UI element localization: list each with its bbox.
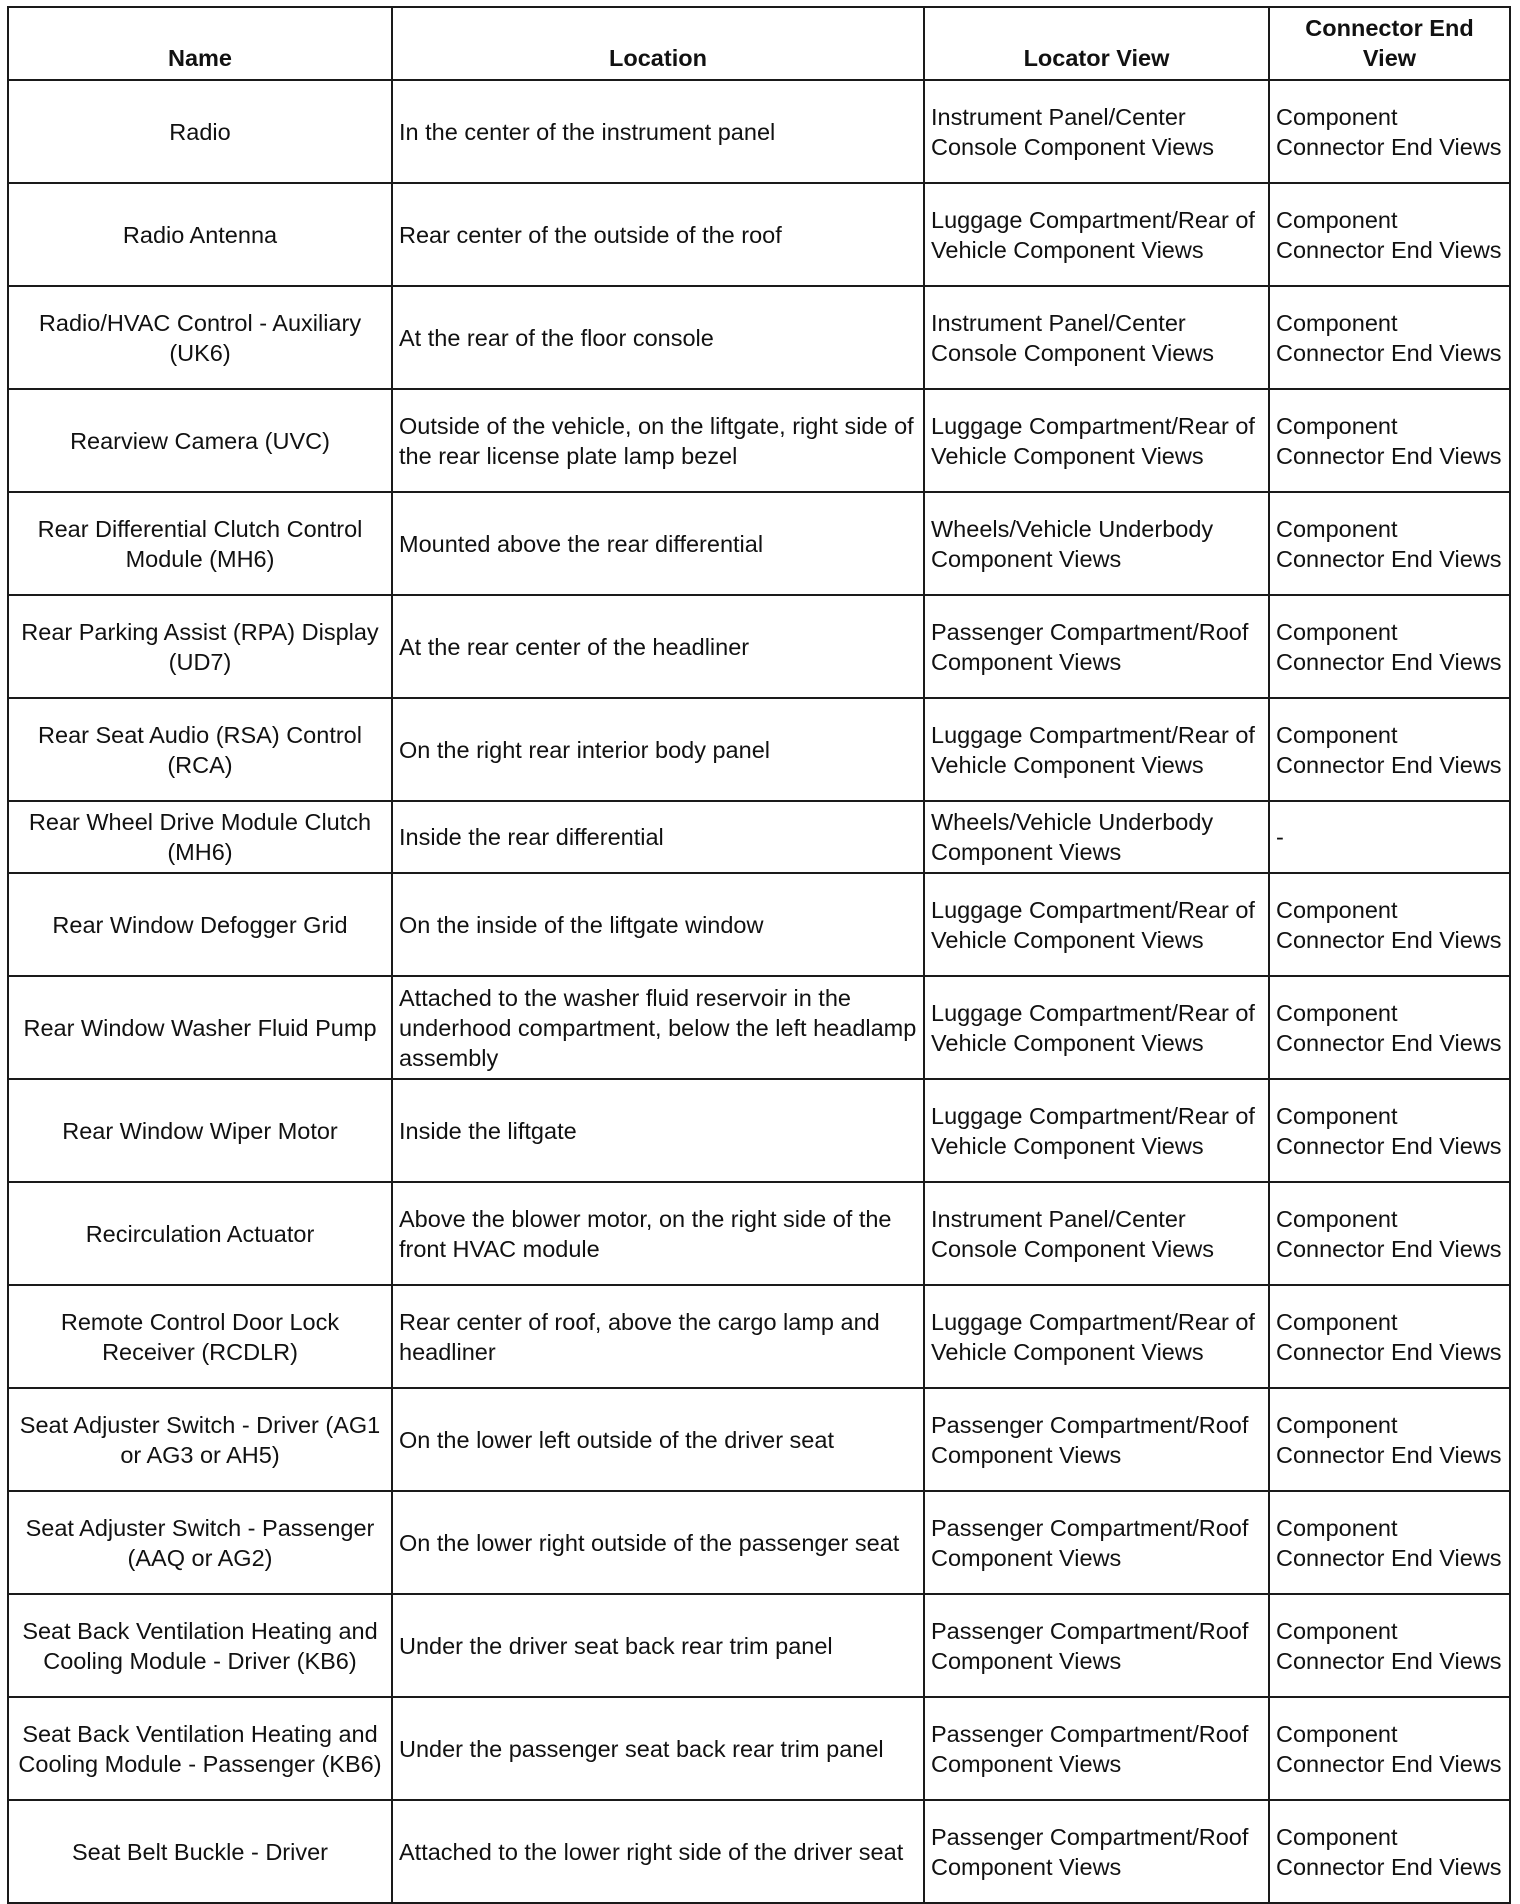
cell-connector-end-view: Component Connector End Views xyxy=(1269,976,1510,1079)
table-row xyxy=(8,1491,1510,1594)
cell-locator-view: Wheels/Vehicle Underbody Component Views xyxy=(924,801,1269,873)
table-row xyxy=(8,595,1510,698)
cell-location: At the rear of the floor console xyxy=(392,286,924,389)
cell-connector-end-view: Component Connector End Views xyxy=(1269,1697,1510,1800)
cell-location: Outside of the vehicle, on the liftgate, right side of the rear license plate lamp bezel xyxy=(392,389,924,492)
cell-name: Radio Antenna xyxy=(8,183,392,286)
cell-locator-view: Instrument Panel/Center Console Component Views xyxy=(924,286,1269,389)
cell-name: Seat Belt Buckle - Driver xyxy=(8,1800,392,1903)
table-row xyxy=(8,976,1510,1079)
table-row xyxy=(8,80,1510,183)
cell-locator-view: Passenger Compartment/Roof Component Views xyxy=(924,1594,1269,1697)
cell-connector-end-view: Component Connector End Views xyxy=(1269,1079,1510,1182)
cell-locator-view: Passenger Compartment/Roof Component Views xyxy=(924,1697,1269,1800)
cell-connector-end-view: Component Connector End Views xyxy=(1269,1388,1510,1491)
cell-location: On the lower right outside of the passenger seat xyxy=(392,1491,924,1594)
cell-name: Radio xyxy=(8,80,392,183)
cell-name: Recirculation Actuator xyxy=(8,1182,392,1285)
cell-location: Inside the liftgate xyxy=(392,1079,924,1182)
cell-location: At the rear center of the headliner xyxy=(392,595,924,698)
cell-locator-view: Instrument Panel/Center Console Component Views xyxy=(924,80,1269,183)
header-connector-end-view: Connector End View xyxy=(1269,7,1510,80)
cell-name: Seat Adjuster Switch - Passenger (AAQ or AG2) xyxy=(8,1491,392,1594)
cell-location: Attached to the lower right side of the driver seat xyxy=(392,1800,924,1903)
table-row xyxy=(8,389,1510,492)
cell-connector-end-view: Component Connector End Views xyxy=(1269,286,1510,389)
cell-locator-view: Luggage Compartment/Rear of Vehicle Component Views xyxy=(924,873,1269,976)
cell-name: Rear Wheel Drive Module Clutch (MH6) xyxy=(8,801,392,873)
cell-name: Remote Control Door Lock Receiver (RCDLR) xyxy=(8,1285,392,1388)
cell-connector-end-view: Component Connector End Views xyxy=(1269,1800,1510,1903)
cell-locator-view: Luggage Compartment/Rear of Vehicle Component Views xyxy=(924,698,1269,801)
cell-connector-end-view: Component Connector End Views xyxy=(1269,80,1510,183)
cell-locator-view: Luggage Compartment/Rear of Vehicle Component Views xyxy=(924,1079,1269,1182)
header-row xyxy=(8,7,1510,80)
cell-connector-end-view: - xyxy=(1269,801,1510,873)
cell-name: Rear Window Wiper Motor xyxy=(8,1079,392,1182)
cell-connector-end-view: Component Connector End Views xyxy=(1269,389,1510,492)
cell-location: On the right rear interior body panel xyxy=(392,698,924,801)
table-row xyxy=(8,1388,1510,1491)
cell-locator-view: Passenger Compartment/Roof Component Views xyxy=(924,595,1269,698)
cell-locator-view: Passenger Compartment/Roof Component Views xyxy=(924,1388,1269,1491)
cell-location: Rear center of the outside of the roof xyxy=(392,183,924,286)
cell-locator-view: Passenger Compartment/Roof Component Views xyxy=(924,1491,1269,1594)
cell-location: On the lower left outside of the driver seat xyxy=(392,1388,924,1491)
cell-name: Rearview Camera (UVC) xyxy=(8,389,392,492)
cell-connector-end-view: Component Connector End Views xyxy=(1269,1182,1510,1285)
cell-connector-end-view: Component Connector End Views xyxy=(1269,183,1510,286)
cell-connector-end-view: Component Connector End Views xyxy=(1269,1491,1510,1594)
cell-location: Rear center of roof, above the cargo lamp and headliner xyxy=(392,1285,924,1388)
table-row xyxy=(8,873,1510,976)
cell-location: Above the blower motor, on the right side of the front HVAC module xyxy=(392,1182,924,1285)
cell-name: Rear Parking Assist (RPA) Display (UD7) xyxy=(8,595,392,698)
cell-location: Under the passenger seat back rear trim panel xyxy=(392,1697,924,1800)
table-row xyxy=(8,183,1510,286)
cell-connector-end-view: Component Connector End Views xyxy=(1269,873,1510,976)
table-row xyxy=(8,286,1510,389)
cell-name: Rear Seat Audio (RSA) Control (RCA) xyxy=(8,698,392,801)
cell-location: Attached to the washer fluid reservoir in the underhood compartment, below the left headlamp assembly xyxy=(392,976,924,1079)
table-row xyxy=(8,1594,1510,1697)
table-row xyxy=(8,801,1510,873)
table-row xyxy=(8,492,1510,595)
cell-name: Rear Window Washer Fluid Pump xyxy=(8,976,392,1079)
cell-name: Seat Back Ventilation Heating and Cooling Module - Passenger (KB6) xyxy=(8,1697,392,1800)
table-row xyxy=(8,1285,1510,1388)
cell-connector-end-view: Component Connector End Views xyxy=(1269,1285,1510,1388)
header-name: Name xyxy=(8,7,392,80)
component-locator-table xyxy=(7,6,1511,1904)
cell-location: In the center of the instrument panel xyxy=(392,80,924,183)
cell-connector-end-view: Component Connector End Views xyxy=(1269,1594,1510,1697)
cell-locator-view: Passenger Compartment/Roof Component Views xyxy=(924,1800,1269,1903)
cell-name: Rear Differential Clutch Control Module (MH6) xyxy=(8,492,392,595)
cell-locator-view: Luggage Compartment/Rear of Vehicle Component Views xyxy=(924,183,1269,286)
cell-locator-view: Instrument Panel/Center Console Component Views xyxy=(924,1182,1269,1285)
cell-location: Under the driver seat back rear trim panel xyxy=(392,1594,924,1697)
cell-name: Radio/HVAC Control - Auxiliary (UK6) xyxy=(8,286,392,389)
cell-location: Mounted above the rear differential xyxy=(392,492,924,595)
table-row xyxy=(8,1182,1510,1285)
cell-name: Seat Adjuster Switch - Driver (AG1 or AG3 or AH5) xyxy=(8,1388,392,1491)
header-locator-view: Locator View xyxy=(924,7,1269,80)
cell-locator-view: Wheels/Vehicle Underbody Component Views xyxy=(924,492,1269,595)
cell-connector-end-view: Component Connector End Views xyxy=(1269,595,1510,698)
table-row xyxy=(8,1079,1510,1182)
cell-location: Inside the rear differential xyxy=(392,801,924,873)
table-row xyxy=(8,1697,1510,1800)
cell-name: Rear Window Defogger Grid xyxy=(8,873,392,976)
cell-name: Seat Back Ventilation Heating and Cooling Module - Driver (KB6) xyxy=(8,1594,392,1697)
table-row xyxy=(8,698,1510,801)
table-row xyxy=(8,1800,1510,1903)
cell-connector-end-view: Component Connector End Views xyxy=(1269,492,1510,595)
header-location: Location xyxy=(392,7,924,80)
cell-locator-view: Luggage Compartment/Rear of Vehicle Component Views xyxy=(924,976,1269,1079)
cell-locator-view: Luggage Compartment/Rear of Vehicle Component Views xyxy=(924,1285,1269,1388)
cell-locator-view: Luggage Compartment/Rear of Vehicle Component Views xyxy=(924,389,1269,492)
cell-location: On the inside of the liftgate window xyxy=(392,873,924,976)
cell-connector-end-view: Component Connector End Views xyxy=(1269,698,1510,801)
